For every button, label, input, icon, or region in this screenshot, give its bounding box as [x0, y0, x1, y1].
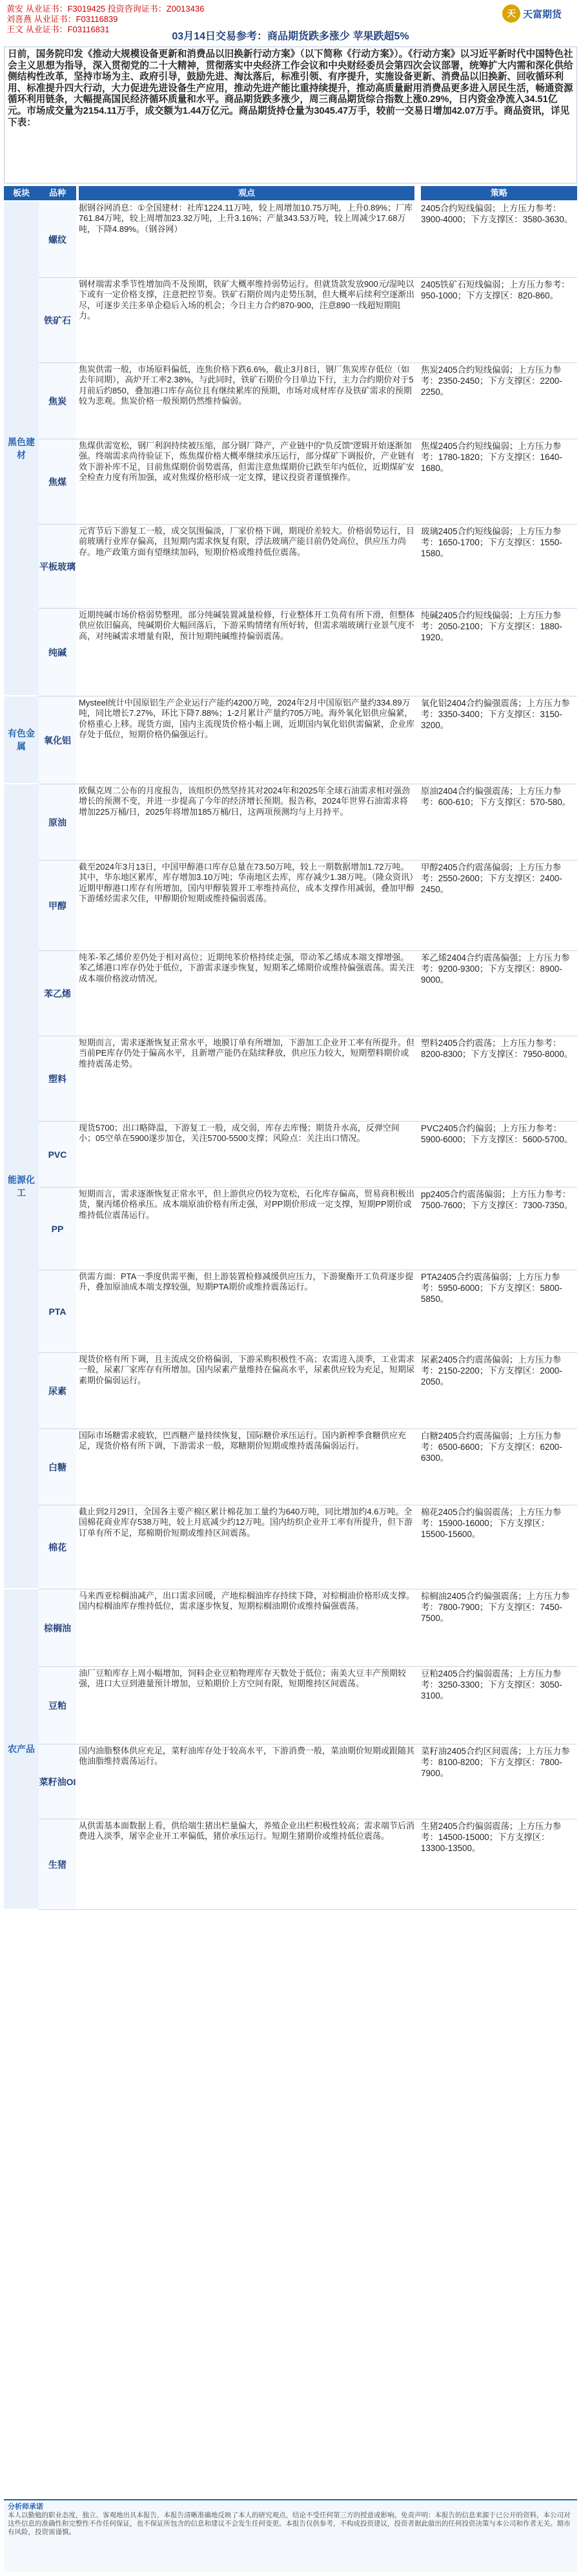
- footer-title: 分析师承诺: [8, 2503, 43, 2511]
- variety-view: 现货5700；出口略降温，下游复工一般，成交弱，库存去库慢；期货升水高，反弹空间小；05空单在5900遂步加仓，关注5700-5500支撑；风险点：关注出口情况。: [79, 1123, 400, 1144]
- table-row: [39, 1505, 577, 1589]
- variety-view: 短期而言，需求逐渐恢复正常水平，地膜订单有所增加，下游加工企业开工率有所提升。但当前PE库存仍处于偏高水平，且新增产能仍在陆续释放，供应压力较大，短期塑料期价或维持震荡走势。: [79, 1038, 414, 1069]
- variety-strategy: 氧化铝2404合约偏强震荡；上方压力参考：3350-3400；下方支撑区：3150-3200。: [421, 698, 570, 730]
- variety-name: 菜籽油OI: [39, 1744, 76, 1819]
- variety-name: PTA: [39, 1270, 76, 1352]
- variety-view: 油厂豆粕库存上周小幅增加，饲料企业豆粕物理库存天数处于低位；南美大豆丰产预期较强，进口大豆到港量预计增加，豆粕期价上方空间有限，短期维持区间震荡。: [79, 1668, 407, 1689]
- variety-view: 近期纯碱市场价格弱势整理。部分纯碱装置减量检修，行业整体开工负荷有所下滑，但整体供应依旧偏高，纯碱期价大幅回落后，下游采购情绪有所好转，但需求端玻璃行业景气度不高，对纯碱需求增量有限，预计短期纯碱维持偏弱震荡。: [79, 610, 414, 641]
- variety-strategy: PTA2405合约震荡偏弱；上方压力参考：5950-6000；下方支撑区：5800-5850。: [421, 1272, 562, 1304]
- variety-strategy: 塑料2405合约震荡；上方压力参考：8200-8300；下方支撑区：7950-8000。: [421, 1038, 573, 1059]
- variety-name: 原油: [39, 784, 76, 860]
- variety-name: 白糖: [39, 1429, 76, 1505]
- variety-strategy: 2405铁矿石短线偏弱；上方压力参考：950-1000；下方支撑区：820-860。: [421, 280, 570, 300]
- variety-name: 生猪: [39, 1819, 76, 1909]
- variety-view: 焦煤供需宽松，钢厂利润持续被压缩，部分钢厂降产，产业链中的“负反馈”逻辑开始逐渐加强。终端需求尚待验证下，炼焦煤价格大概率继续承压运行，部分煤矿下调报价，产业链有效下游补库不足，目前焦煤期价弱势震荡，但需注意焦煤期价已跌至年内低位，近期煤矿安全检查力度有所加强，或对焦煤价格形成一定支撑，建议投资者谨慎操作。: [79, 441, 414, 483]
- variety-view: 钢材端需求季节性增加尚不及预期，铁矿大概率维持弱势运行。但就货款发放900元/湿吨以下或有一定价格支撑，注意把控节奏。铁矿石期价周内走势压制，但大概率后续利空逐渐出尽，可逐步关注多单企稳后入场的机会；今日主力合约870-900，注意890一线超短期阻力。: [79, 279, 414, 321]
- variety-name: 氧化铝: [39, 696, 76, 784]
- variety-strategy: 棕榈油2405合约偏强震荡；上方压力参考：7800-7900；下方支撑区：7450-7500。: [421, 1591, 570, 1623]
- column-header-view: 观点: [79, 186, 414, 200]
- analyst-line-3: 王文 从业证书：F03116831: [6, 25, 110, 34]
- table-row: [39, 861, 577, 951]
- variety-strategy: 生猪2405合约偏弱震荡；上方压力参考：14500-15000；下方支撑区：13300-13500。: [421, 1821, 562, 1853]
- table-row: [39, 951, 577, 1036]
- variety-view: 从供需基本面数据上看，供给端生猪出栏量偏大，养殖企业出栏积极性较高；需求端节后消费进入淡季，屠宰企业开工率偏低，猪价承压运行。短期生猪期价或维持低位震荡。: [79, 1821, 414, 1841]
- variety-name: PP: [39, 1188, 76, 1270]
- disclaimer-footer: [4, 2499, 577, 2571]
- table-row: [39, 609, 577, 696]
- table-row: [39, 1188, 577, 1270]
- table-row: [39, 1667, 577, 1744]
- variety-strategy: PVC2405合约偏弱；上方压力参考：5900-6000；下方支撑区：5600-5700。: [421, 1124, 573, 1144]
- table-row: [39, 1270, 577, 1353]
- variety-name: 螺纹: [39, 202, 76, 277]
- variety-name: 平板玻璃: [39, 525, 76, 608]
- table-row: [39, 1589, 577, 1667]
- variety-view: 现货价格有所下调，且主流成交价格偏弱，下游采购积极性不高；农需进入淡季，工业需求一般，尿素厂家库存有所增加。国内尿素产量维持在偏高水平，尿素供应较为充足，短期尿素期价偏弱运行。: [79, 1354, 414, 1385]
- variety-view: 焦炭供需一般，市场原料偏低，连焦价格下跌6.6%，截止3月8日，钢厂焦炭库存低位（如去年同期），高炉开工率2.38%，与此同时，铁矿石期价今日单边下行，主力合约期价对于5月前后约850，叠加港口库存高位且有继续累库的预期，市场对成材库存及铁矿需求的预期较为悲观。焦炭价格一般预期仍然维持偏弱。: [79, 364, 414, 406]
- variety-strategy: 尿素2405合约震荡偏弱；上方压力参考：2150-2200；下方支撑区：2000-2050。: [421, 1355, 562, 1387]
- variety-strategy: 菜籽油2405合约区间震荡；上方压力参考：8100-8200；下方支撑区：7800-7900。: [421, 1746, 570, 1778]
- variety-view: 纯苯-苯乙烯价差仍处于相对高位；近期纯苯价格持续走强，带动苯乙烯成本端支撑增强。苯乙烯港口库存仍处于低位，下游需求逐步恢复，短期苯乙烯期价或维持偏强震荡。需关注成本端价格波动情况。: [79, 952, 414, 983]
- logo-text: 天富期货: [523, 8, 562, 20]
- table-row: [39, 1122, 577, 1188]
- analyst-line-1: 黄安 从业证书：F3019425 投资咨询证书：Z0013436: [6, 4, 205, 14]
- variety-view: 欧佩克周二公布的月度报告，该组织仍然坚持其对2024年和2025年全球石油需求相对强劲增长的预测不变，并进一步提高了今年的经济增长预期。报告称，2024年世界石油需求将增加225万桶/日，2025年将增加185万桶/日，这两项预测均与上月持平。: [79, 786, 410, 817]
- table-row: [39, 1819, 577, 1910]
- variety-view: 国内油脂整体供应充足，菜籽油库存处于较高水平，下游消费一般，菜油期价短期或跟随其他油脂维持震荡运行。: [79, 1746, 414, 1766]
- table-row: [39, 278, 577, 363]
- sector-label: 能源化工: [4, 784, 39, 1589]
- variety-view: 元宵节后下游复工一般，成交氛围偏淡，厂家价格下调，期现价差较大。价格弱势运行，目前玻璃行业库存偏高，且短期内需求恢复有限，浮法玻璃产能目前仍处高位，供应压力尚存。地产政策方面有望继续加码，短期价格或维持低位震荡。: [79, 526, 414, 557]
- variety-name: 豆粕: [39, 1667, 76, 1744]
- analyst-line-2: 刘喜燕 从业证书：F03116839: [6, 14, 118, 24]
- table-row: [39, 525, 577, 609]
- table-row: [39, 784, 577, 861]
- table-row: [39, 1744, 577, 1819]
- report-title: 03月14日交易参考：商品期货跌多涨少 苹果跌超5%: [172, 31, 409, 42]
- table-row: [39, 1036, 577, 1122]
- variety-name: 纯碱: [39, 609, 76, 696]
- logo-mark-icon: 天: [502, 5, 520, 23]
- company-logo: [502, 4, 573, 23]
- column-header-sector: 板块: [4, 186, 39, 200]
- variety-name: 棉花: [39, 1505, 76, 1589]
- table-row: [39, 439, 577, 525]
- variety-view: 短期而言，需求逐渐恢复正常水平，但上游供应仍较为宽松，石化库存偏高，贸易商积极出货，聚丙烯价格承压。成本端原油价格有所走强，对PP期价形成一定支撑，短期PP期价或维持低位震荡运行。: [79, 1189, 414, 1220]
- variety-view: Mysteel统计中国原铝生产企业运行产能约4200万吨，2024年2月中国原铝产量约334.89万吨，同比增长7.27%，环比下降7.88%；1-2月累计产量约705万吨。海外氧化铝供应偏紧，价格重心上移。现货方面，国内主流现货价格小幅上调，近期国内氧化铝供需偏紧，企业库存处于低位，短期价格仍偏强运行。: [79, 698, 414, 740]
- variety-name: 塑料: [39, 1036, 76, 1121]
- variety-strategy: 甲醇2405合约震荡偏弱；上方压力参考：2550-2600；下方支撑区：2400-2450。: [421, 863, 562, 894]
- variety-name: 焦煤: [39, 439, 76, 524]
- variety-name: 苯乙烯: [39, 951, 76, 1036]
- variety-view: 截至2024年3月13日，中国甲醇港口库存总量在73.50万吨，较上一期数据增加1.72万吨。其中，华东地区累库，库存增加3.10万吨；华南地区去库，库存减少1.38万吨。（隆众资讯）近期甲醇港口库存有所增加，国内甲醇装置开工率维持高位，成本支撑作用减弱，叠加甲醇下游烯烃需求欠佳，甲醇期价短期或维持偏弱震荡。: [79, 862, 414, 904]
- table-row: [39, 363, 577, 439]
- variety-strategy: 2405合约短线偏弱；上方压力参考：3900-4000；下方支撑区：3580-3630。: [421, 204, 573, 224]
- variety-name: 棕榈油: [39, 1589, 76, 1666]
- variety-strategy: 原油2404合约偏强震荡；上方压力参考：600-610；下方支撑区：570-580。: [421, 786, 571, 807]
- variety-strategy: 玻璃2405合约短线偏弱；上方压力参考：1650-1700；下方支撑区：1550-1580。: [421, 527, 562, 558]
- variety-name: 甲醇: [39, 861, 76, 950]
- table-row: [39, 696, 577, 784]
- column-header-strategy: 策略: [421, 186, 577, 200]
- variety-view: 截止到2月29日，全国各主要产棉区累计棉花加工量约为640万吨，同比增加约4.6万吨。全国棉花商业库存538万吨，较上月底减少约12万吨。国内纺织企业开工率有所提升，但下游订单有所不足，郑棉期价短期或维持区间震荡。: [79, 1507, 413, 1538]
- variety-strategy: 焦炭2405合约短线偏弱；上方压力参考：2350-2450；下方支撑区：2200-2250。: [421, 365, 562, 397]
- table-row: [39, 1429, 577, 1505]
- variety-strategy: pp2405合约震荡偏弱；上方压力参考：7500-7600；下方支撑区：7300-7350。: [421, 1189, 573, 1210]
- variety-name: 焦炭: [39, 363, 76, 439]
- report-header: [0, 0, 581, 34]
- footer-text: 本人以勤勉的职业态度，独立、客观地出具本报告，本报告清晰准确地反映了本人的研究观点，结论不受任何第三方的授意或影响。免责声明：本报告的信息来源于已公开的资料，本公司对这些信息的准确性和完整性不作任何保证，也不保证所包含的信息和建议不会发生任何变更。本报告仅供参考，不构成投资建议，投资者据此做出的任何投资决策与本公司和作者无关。期市有风险，投资需谨慎。: [8, 2511, 571, 2536]
- variety-strategy: 苯乙烯2404合约震荡偏强；上方压力参考：9200-9300；下方支撑区：8900-9000。: [421, 953, 570, 985]
- variety-view: 马来西亚棕榈油减产，出口需求回暖，产地棕榈油库存持续下降，对棕榈油价格形成支撑。国内棕榈油库存维持低位，需求逐步恢复，短期棕榈油期价或维持偏强震荡。: [79, 1591, 414, 1611]
- variety-view: 国际市场糖需求疲软，巴西糖产量持续恢复，国际糖价承压运行。国内新榨季食糖供应充足，现货价格有所下调，下游需求一般，郑糖期价短期或维持震荡偏弱运行。: [79, 1430, 407, 1451]
- table-row: [39, 202, 577, 278]
- variety-strategy: 棉花2405合约偏弱震荡；上方压力参考：15900-16000；下方支撑区：15500-15600。: [421, 1507, 562, 1539]
- variety-name: PVC: [39, 1122, 76, 1187]
- variety-strategy: 白糖2405合约震荡偏弱；上方压力参考：6500-6600；下方支撑区：6200-6300。: [421, 1431, 562, 1463]
- variety-view: 供需方面：PTA一季度供需平衡，但上游装置检修减缓供应压力，下游聚酯开工负荷逐步提升，叠加原油成本端支撑较强，短期PTA期价或维持震荡运行。: [79, 1272, 414, 1292]
- variety-strategy: 纯碱2405合约短线偏弱；上方压力参考：2050-2100；下方支撑区：1880-1920。: [421, 611, 562, 642]
- variety-name: 铁矿石: [39, 278, 76, 362]
- sector-label: 黑色建材: [4, 202, 39, 696]
- sector-label: 农产品: [4, 1589, 39, 1910]
- variety-name: 尿素: [39, 1353, 76, 1429]
- column-header-variety: 品种: [39, 186, 76, 200]
- variety-strategy: 焦煤2405合约短线偏弱；上方压力参考：1780-1820；下方支撑区：1640-1680。: [421, 441, 562, 473]
- intro-paragraph: 日前，国务院印发《推动大规模设备更新和消费品以旧换新行动方案》（以下简称《行动方案》）。《行动方案》以习近平新时代中国特色社会主义思想为指导，深入贯彻党的二十大精神，贯彻落实中央经济工作会议和中央财经委员会第四次会议部署，统筹扩大内需和深化供给侧结构性改革，坚持市场为主、政府引导，鼓励先进、淘汰落后，标准引领、有序提升，实施设备更新、消费品以旧换新、回收循环利用、标准提升四大行动，大力促进先进设备生产应用，推动先进产能比重持续提升，推动高质量耐用消费品更多进入居民生活，畅通资源循环利用链条，大幅提高国民经济循环质量和水平。商品期货跌多涨少，周三商品期货综合指数上涨0.29%，日内资金净流入34.51亿元。市场成交量为2154.11万手，成交额为1.44万亿元。商品期货持仓量为3045.47万手，较前一交易日增加42.07万手。商品资讯，详见下表：: [4, 47, 577, 183]
- variety-strategy: 豆粕2405合约偏弱震荡；上方压力参考：3250-3300；下方支撑区：3050-3100。: [421, 1669, 562, 1701]
- sector-label: 有色金属: [4, 696, 39, 784]
- table-row: [39, 1353, 577, 1429]
- variety-view: 据钢谷网消息：①全国建材：社库1224.11万吨，较上周增加10.75万吨，上升0.89%；厂库761.84万吨，较上周增加23.32万吨，上升3.16%；产量343.53万吨，较上周减少17.68万吨，下降4.89%。（钢谷网）: [79, 203, 413, 234]
